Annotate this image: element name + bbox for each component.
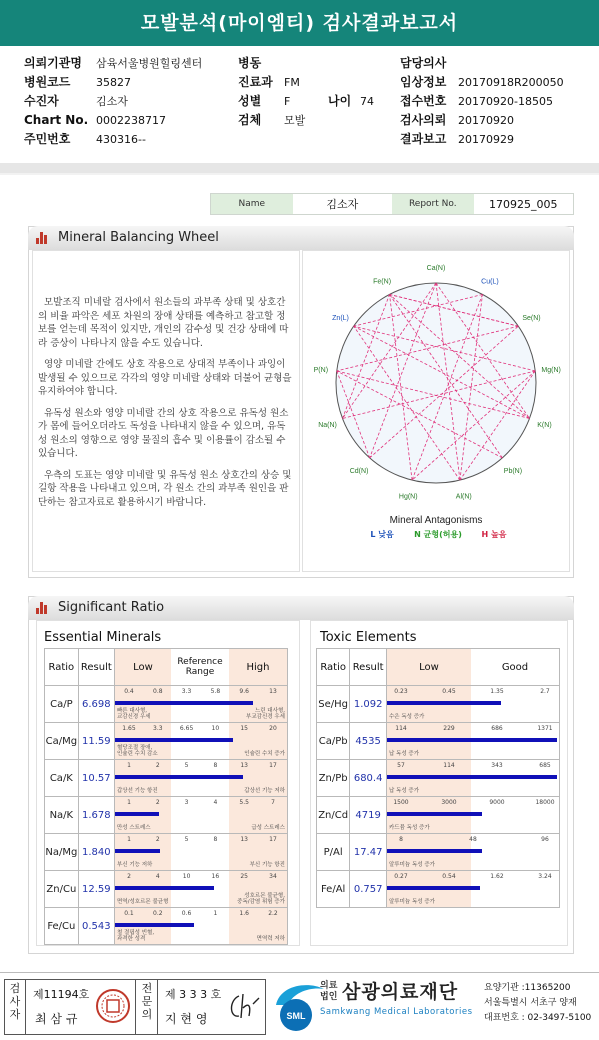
scale-tick: 2 (155, 799, 160, 806)
wheel-panel-title (28, 226, 574, 250)
wheel-node-se: Se(N) (522, 315, 541, 323)
essential-row (45, 760, 288, 797)
scale-tick: 2 (155, 762, 160, 769)
scale-tick: 96 (541, 836, 549, 843)
high-note-line: 인슐린 수치 증가 (244, 751, 285, 757)
chart-no-value: 0002238717 (96, 114, 166, 127)
age-value: 74 (360, 95, 374, 108)
ratio-bar (387, 886, 481, 890)
specimen-value: 모발 (284, 114, 306, 127)
specialist-reg: 제 3 3 3 호 (165, 988, 222, 1001)
result-report-label: 결과보고 (400, 132, 447, 146)
essential-row (45, 908, 288, 945)
wheel-paragraph-2: 영양 미네랄 간에도 상호 작용으로 상대적 부족이나 과잉이 발생될 수 있으므로 각각의 영양 미네랄 상태와 더불어 균형을 유지하여야 합니다. (38, 359, 292, 397)
scale-tick: 114 (395, 725, 407, 732)
specimen-label: 검체 (238, 113, 262, 127)
essential-row (45, 723, 288, 760)
toxic-table (316, 648, 560, 908)
org-prefix-2: 법인 (320, 992, 338, 1002)
high-note-line: 면역력 저하 (256, 936, 285, 942)
scale-tick: 4 (155, 873, 160, 880)
legend-high: H 높음 (481, 530, 507, 539)
ratio-panel-title (28, 596, 574, 620)
sex-value: F (284, 95, 291, 108)
col-low: Low (115, 649, 171, 685)
scale-tick: 3 (184, 799, 189, 806)
col-result: Result (350, 649, 387, 686)
ratio-bar (387, 812, 482, 816)
high-note-line: 중독/감염 위험 증가 (237, 899, 285, 905)
low-note (117, 899, 168, 905)
low-note (117, 788, 158, 794)
ratio-bar (115, 923, 194, 927)
wheel-circle (336, 283, 536, 483)
scale-tick: 1371 (537, 725, 553, 732)
low-note-line: 카드뮴 독성 증가 (388, 825, 430, 831)
divider-band (0, 163, 599, 173)
ratio-result: 1.092 (350, 686, 387, 723)
scale-tick: 343 (491, 762, 503, 769)
ward-label: 병동 (238, 56, 262, 70)
ratio-name: Fe/Cu (45, 908, 79, 945)
col-ratio: Ratio (317, 649, 350, 686)
scale-tick: 0.54 (442, 873, 456, 880)
toxic-row (317, 760, 560, 797)
footer-divider (25, 980, 26, 1034)
ratio-bar (387, 775, 557, 779)
wheel-paragraph-1: 모발조직 미네랄 검사에서 원소들의 과부족 상태 및 상호간의 비율 파악은 세포 차원의 장애 상태를 예측하고 참고할 정보를 얻는데 목적이 있지만, 개인의 감수성 및 건강 상태에 따라 증상이 나타나지 않을 수도 있습니다. (38, 297, 289, 349)
ratio-bar-cell (114, 686, 287, 723)
wheel-node-na: Na(N) (318, 422, 337, 430)
toxic-title: Toxic Elements (320, 630, 417, 645)
institution-value: 삼육서울병원힐링센터 (96, 57, 203, 70)
ratio-bar-cell (114, 834, 287, 871)
toxic-header-row (317, 649, 560, 686)
low-note (389, 714, 424, 720)
ratio-bar-cell (114, 908, 287, 945)
scale-tick: 1.35 (490, 688, 504, 695)
low-note-line: 알루미늄 독성 증가 (388, 862, 435, 868)
scale-tick: 2 (127, 873, 131, 880)
chart-no-label: Chart No. (24, 113, 89, 127)
scale-tick: 685 (539, 762, 551, 769)
footer (0, 972, 599, 1040)
scale-tick: 0.23 (394, 688, 408, 695)
test-request-value: 20170920 (458, 114, 514, 127)
ratio-name: Fe/Al (317, 871, 350, 908)
footer-divider (157, 980, 158, 1034)
high-note (251, 825, 285, 831)
scale-tick: 2 (155, 836, 160, 843)
clinical-info-label: 임상정보 (400, 75, 447, 89)
essential-row (45, 797, 288, 834)
scale-tick: 15 (240, 725, 248, 732)
ratio-bar (115, 701, 253, 705)
wheel-node-zn: Zn(L) (332, 315, 349, 323)
clinical-info-value: 20170918R200050 (458, 76, 564, 89)
col-reference-1: Reference (177, 657, 223, 667)
low-note-line: 혈당조절 장애, (116, 745, 153, 751)
ratio-result: 4719 (350, 797, 387, 834)
scale-tick: 2.7 (540, 688, 550, 695)
scale-tick: 5.5 (239, 799, 249, 806)
low-note (117, 708, 151, 720)
range-zone (171, 834, 229, 870)
low-note-line: 면역/성호르몬 불균형 (116, 899, 169, 905)
low-note-line: 과격한 성격 (116, 936, 146, 942)
scale-tick: 2.2 (268, 910, 278, 917)
ratio-bar (115, 775, 243, 779)
high-note-line: 느린 대사형, (254, 708, 285, 714)
wheel-paragraph-3: 유독성 원소와 영양 미네랄 간의 상호 작용으로 유독성 원소가 몸에 들어오더라도 독성을 나타내지 않을 수 있으며, 유독성 원소의 영향으로 영양 물질의 흡수 및 이용률이 감소될 수 있습니다. (38, 407, 289, 459)
ratio-bar-cell (386, 723, 559, 760)
scale-tick: 3.3 (153, 725, 163, 732)
hospital-code-label: 병원코드 (24, 75, 71, 89)
scale-tick: 13 (240, 762, 248, 769)
specialist-signature (225, 990, 263, 1024)
logo-text: SML (286, 1011, 306, 1021)
org-prefix-1: 의료 (320, 981, 338, 991)
ratio-bar-cell (114, 797, 287, 834)
ratio-result: 17.47 (350, 834, 387, 871)
examiner-label: 검사자 (9, 982, 21, 1021)
ratio-result: 0.757 (350, 871, 387, 908)
low-note-line: 부신 기능 저하 (116, 862, 153, 868)
ratio-name: Ca/P (45, 686, 79, 723)
ratio-bar-cell (114, 760, 287, 797)
ratio-name: Ca/K (45, 760, 79, 797)
scale-tick: 1 (127, 762, 131, 769)
legend-normal: N 균형(허용) (414, 530, 462, 539)
low-note-line: 빠른 대사형, (116, 708, 148, 714)
department-value: FM (284, 76, 300, 89)
wheel-node-mg: Mg(N) (541, 367, 561, 375)
org-info (484, 981, 591, 1026)
doctor-label: 담당의사 (400, 56, 447, 70)
scale-tick: 0.8 (153, 688, 163, 695)
test-request-label: 검사의뢰 (400, 113, 447, 127)
low-note (389, 788, 419, 794)
scale-tick: 8 (399, 836, 403, 843)
essential-table (44, 648, 288, 945)
ratio-result: 10.57 (78, 760, 114, 797)
scale-tick: 686 (491, 725, 503, 732)
scale-tick: 10 (182, 873, 191, 880)
org-info-2: 서울특별시 서초구 양재 (484, 998, 577, 1008)
high-note-line: 성호르몬 불균형, (244, 893, 285, 899)
scale-tick: 16 (211, 873, 220, 880)
scale-tick: 0.27 (394, 873, 408, 880)
scale-tick: 1.62 (490, 873, 504, 880)
col-low: Low (387, 649, 471, 685)
legend-low: L 낮음 (370, 530, 394, 539)
scale-tick: 1.65 (122, 725, 136, 732)
divider-band-light (0, 173, 599, 175)
low-note (389, 899, 435, 905)
wheel-description (38, 296, 294, 517)
ratio-result: 680.4 (350, 760, 387, 797)
scale-tick: 5 (184, 762, 189, 769)
scale-tick: 0.6 (181, 910, 192, 917)
wheel-node-cu: Cu(L) (481, 278, 499, 286)
high-note (257, 936, 285, 942)
ratio-name: Zn/Cu (45, 871, 79, 908)
scale-tick: 5.8 (210, 688, 221, 695)
low-note (389, 862, 435, 868)
wheel-title: Mineral Balancing Wheel (58, 230, 219, 245)
scale-tick: 0.45 (442, 688, 456, 695)
org-english-name: Samkwang Medical Laboratories (320, 1007, 473, 1017)
scale-tick: 13 (240, 836, 248, 843)
ratio-name: Ca/Mg (45, 723, 79, 760)
scale-tick: 34 (269, 873, 277, 880)
scale-tick: 0.4 (124, 688, 134, 695)
scale-tick: 9000 (489, 799, 505, 806)
result-report-value: 20170929 (458, 133, 514, 146)
wheel-node-ca: Ca(N) (426, 265, 446, 272)
scale-tick: 1500 (393, 799, 409, 806)
scale-tick: 1.6 (239, 910, 249, 917)
ratio-bar-cell (386, 871, 559, 908)
low-note-line: 만성 스트레스 (116, 825, 151, 831)
ratio-bar (387, 849, 482, 853)
low-note (389, 825, 430, 831)
antagonism-wheel (302, 250, 570, 572)
scale-tick: 7 (271, 799, 275, 806)
ratio-result: 11.59 (78, 723, 114, 760)
col-good: Good (471, 649, 559, 685)
org-info-3: 대표번호 : 02-3497-5100 (484, 1013, 592, 1023)
specialist-label: 전문의 (141, 982, 153, 1021)
scale-tick: 229 (443, 725, 455, 732)
wheel-node-al: Al(N) (455, 493, 472, 501)
report-no-label: Report No. (392, 194, 474, 214)
high-note (244, 788, 285, 794)
toxic-row (317, 871, 560, 908)
name-value: 김소자 (326, 198, 359, 211)
low-note-line: 갑상선 기능 항진 (116, 788, 158, 794)
scale-tick: 18000 (535, 799, 555, 806)
examiner-seal (95, 988, 131, 1024)
wheel-node-p: P(N) (313, 367, 329, 375)
ratio-bar-cell (386, 834, 559, 871)
examiner-name: 최 삼 규 (35, 1012, 78, 1026)
name-label: Name (211, 194, 293, 214)
report-title: 모발분석(마이엠티) 검사결과보고서 (0, 0, 599, 46)
col-ratio: Ratio (45, 649, 79, 686)
sex-label: 성별 (238, 94, 262, 108)
ratio-result: 1.678 (78, 797, 114, 834)
institution-label: 의뢰기관명 (24, 56, 82, 70)
scale-tick: 57 (397, 762, 405, 769)
bar-chart-icon (36, 232, 50, 244)
ratio-bar-cell (114, 871, 287, 908)
resident-no-value: 430316-- (96, 133, 146, 146)
high-note (246, 708, 285, 720)
scale-tick: 9.6 (239, 688, 249, 695)
header-middle (238, 54, 374, 130)
col-reference (171, 649, 229, 685)
toxic-row (317, 834, 560, 871)
ratio-result: 6.698 (78, 686, 114, 723)
wheel-node-pb: Pb(N) (503, 467, 523, 475)
examiner-reg: 제11194호 (33, 988, 90, 1001)
ratio-name: P/Al (317, 834, 350, 871)
scale-tick: 1 (127, 836, 131, 843)
scale-tick: 0.1 (124, 910, 134, 917)
wheel-node-hg: Hg(N) (398, 493, 418, 501)
low-note (117, 825, 151, 831)
ratio-name: Zn/Cd (317, 797, 350, 834)
high-note-line: 갑상선 기능 저하 (244, 788, 285, 794)
scale-tick: 48 (469, 836, 477, 843)
scale-tick: 3000 (441, 799, 457, 806)
scale-tick: 3.24 (538, 873, 552, 880)
ratio-bar-cell (386, 686, 559, 723)
ratio-result: 1.840 (78, 834, 114, 871)
receipt-no-label: 접수번호 (400, 94, 447, 108)
scale-tick: 8 (213, 836, 218, 843)
ratio-name: Ca/Pb (317, 723, 350, 760)
header-left (24, 54, 203, 149)
footer-divider (135, 980, 136, 1034)
essential-row (45, 686, 288, 723)
scale-tick: 1 (127, 799, 131, 806)
examinee-label: 수진자 (24, 94, 59, 108)
ratio-title: Significant Ratio (58, 600, 165, 615)
col-result: Result (78, 649, 114, 686)
ratio-bar (115, 886, 214, 890)
header-right (400, 54, 564, 149)
scale-tick: 0.2 (153, 910, 163, 917)
low-note (389, 751, 419, 757)
low-note (117, 745, 158, 757)
ratio-name: Zn/Pb (317, 760, 350, 797)
scale-tick: 25 (240, 873, 248, 880)
report-no-value: 170925_005 (489, 197, 558, 211)
scale-tick: 1 (213, 910, 218, 917)
ratio-bar-cell (386, 760, 559, 797)
scale-tick: 17 (269, 836, 277, 843)
scale-tick: 17 (269, 762, 277, 769)
ratio-result: 0.543 (78, 908, 114, 945)
range-zone (171, 797, 229, 833)
low-note (117, 862, 152, 868)
low-note-line: 수은 독성 증가 (388, 714, 425, 720)
col-ranges (114, 649, 287, 686)
diagram-title: Mineral Antagonisms (389, 515, 483, 526)
essential-row (45, 871, 288, 908)
scale-tick: 8 (213, 762, 218, 769)
scale-tick: 5 (184, 836, 189, 843)
org-name: 삼광의료재단 (342, 981, 459, 1003)
col-high: High (229, 649, 287, 685)
scale-tick: 114 (443, 762, 455, 769)
ratio-bar (387, 701, 501, 705)
low-note-line: 알루미늄 독성 증가 (388, 899, 435, 905)
bar-chart-icon (36, 602, 50, 614)
toxic-row (317, 797, 560, 834)
wheel-paragraph-4: 우측의 도표는 영양 미네랄 및 유독성 원소 상호간의 상승 및 길항 작용을 나타내고 있으며, 각 원소 간의 과부족 원인을 판단하는 참고자료로 활용하시기 바랍니다. (38, 469, 292, 508)
essential-title: Essential Minerals (44, 630, 162, 645)
col-ranges (386, 649, 559, 686)
ratio-name: Se/Hg (317, 686, 350, 723)
ratio-bar (387, 738, 557, 742)
low-note-line: 납 독성 증가 (388, 751, 420, 757)
wheel-node-cd: Cd(N) (349, 467, 369, 475)
ratio-name: Na/Mg (45, 834, 79, 871)
scale-tick: 20 (269, 725, 277, 732)
col-reference-2: Range (185, 667, 215, 677)
high-note-line: 급성 스트레스 (251, 825, 285, 831)
low-note-line: 철 결핍성 빈혈, (116, 930, 155, 936)
essential-row (45, 834, 288, 871)
high-note (237, 893, 285, 905)
resident-no-label: 주민번호 (24, 132, 71, 146)
signature-box (4, 979, 266, 1035)
scale-tick: 4 (213, 799, 218, 806)
high-note (250, 862, 285, 868)
ratio-result: 4535 (350, 723, 387, 760)
age-label: 나이 (328, 94, 352, 108)
ratio-bar-cell (114, 723, 287, 760)
ratio-name: Na/K (45, 797, 79, 834)
high-note (244, 751, 285, 757)
low-note-line: 납 독성 증가 (388, 788, 420, 794)
org-info-1: 요양기관 :11365200 (484, 983, 571, 993)
ratio-bar (115, 812, 159, 816)
low-note (117, 930, 154, 942)
ratio-bar (115, 738, 233, 742)
ratio-bar (115, 849, 160, 853)
wheel-node-k: K(N) (537, 422, 552, 430)
scale-tick: 6.65 (179, 725, 194, 732)
scale-tick: 3.3 (181, 688, 192, 695)
receipt-no-value: 20170920-18505 (458, 95, 553, 108)
examinee-value: 김소자 (96, 95, 128, 108)
org-prefix (320, 981, 337, 1003)
ratio-result: 12.59 (78, 871, 114, 908)
toxic-row (317, 723, 560, 760)
essential-header-row (45, 649, 288, 686)
high-note-line: 부신 기능 항진 (249, 862, 285, 868)
ratio-bar-cell (386, 797, 559, 834)
specialist-name: 지 현 영 (165, 1012, 208, 1026)
department-label: 진료과 (238, 75, 273, 89)
scale-tick: 10 (211, 725, 220, 732)
hospital-code-value: 35827 (96, 76, 131, 89)
wheel-node-fe: Fe(N) (373, 278, 392, 286)
name-bar (210, 193, 574, 215)
low-note-line: 교감신경 우세 (116, 714, 151, 720)
low-note-line: 인슐린 수치 감소 (116, 751, 158, 757)
high-note-line: 부교감신경 우세 (246, 714, 285, 720)
scale-tick: 13 (269, 688, 277, 695)
toxic-row (317, 686, 560, 723)
